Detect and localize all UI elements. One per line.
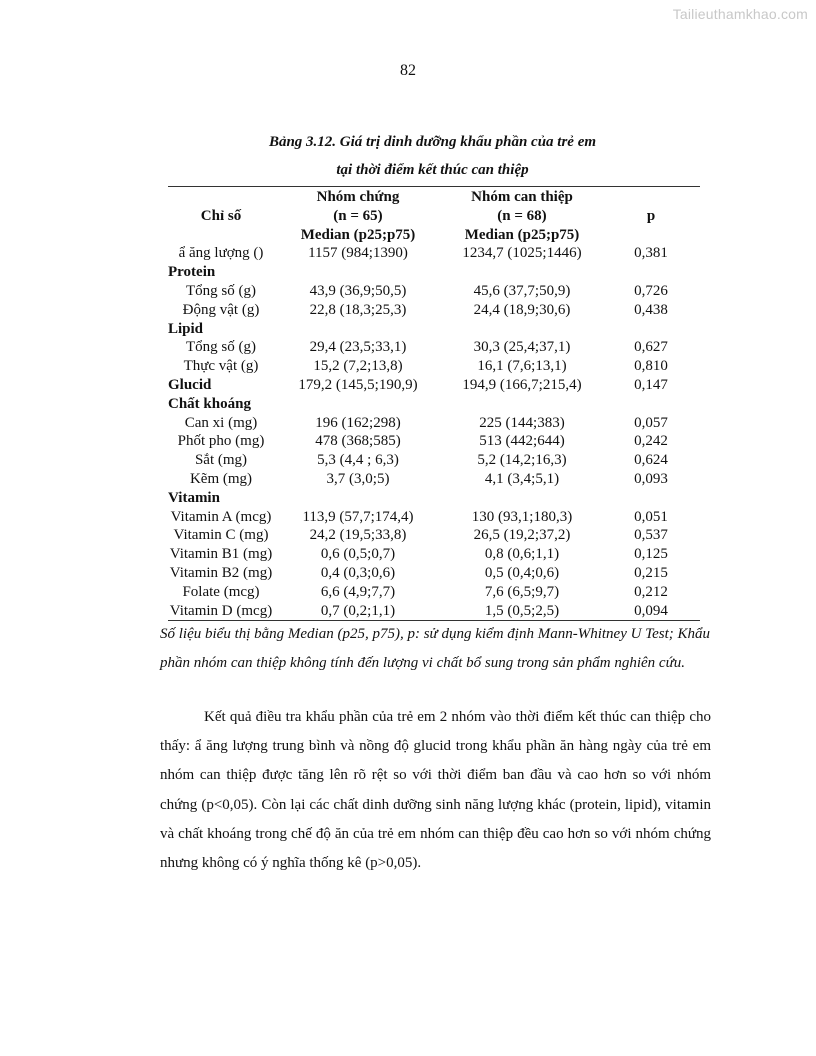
control-value: 22,8 (18,3;25,3)	[309, 301, 407, 318]
page-number: 82	[400, 62, 416, 79]
table-note: Số liệu biểu thị bằng Median (p25, p75), p: sử dụng kiểm định Mann-Whitney U Test; Khẩu phần nhóm can thiệp không tính đến lượng vi chất bổ sung trong sản phẩm nghiên cứu.	[160, 626, 711, 671]
header-control-stat: Median (p25;p75)	[300, 226, 416, 243]
intervention-value: 24,4 (18,9;30,6)	[473, 301, 571, 318]
row-label: Tổng số (g)	[186, 339, 256, 356]
p-value: 0,212	[634, 583, 668, 600]
p-value: 0,057	[634, 414, 668, 431]
table-row	[168, 357, 700, 376]
control-value: 6,6 (4,9;7,7)	[320, 583, 396, 600]
control-value: 0,7 (0,2;1,1)	[320, 602, 396, 619]
row-label: Tổng số (g)	[186, 282, 256, 299]
control-value: 0,4 (0,3;0,6)	[320, 564, 396, 581]
header-p-value: p	[646, 207, 656, 224]
header-intervention-name: Nhóm can thiệp	[471, 189, 573, 205]
table-subtitle: tại thời điểm kết thúc can thiệp	[336, 162, 529, 178]
row-label: Thực vật (g)	[183, 358, 259, 375]
table-group-row	[168, 395, 700, 414]
header-control-n: (n = 65)	[333, 207, 383, 224]
table-row	[168, 470, 700, 489]
group-label: Chất khoáng	[168, 395, 251, 412]
table-row	[168, 301, 700, 320]
group-label: Protein	[168, 264, 216, 281]
header-intervention-stat: Median (p25;p75)	[464, 226, 580, 243]
intervention-value: 0,8 (0,6;1,1)	[484, 546, 560, 563]
p-value: 0,051	[634, 508, 668, 525]
control-value: 478 (368;585)	[315, 433, 401, 450]
row-label: ẩ ăng lượng ()	[178, 245, 264, 262]
p-value: 0,215	[634, 564, 668, 581]
table-header-row	[168, 188, 700, 244]
intervention-value: 0,5 (0,4;0,6)	[484, 564, 560, 581]
p-value: 0,624	[634, 452, 668, 469]
intervention-value: 1234,7 (1025;1446)	[462, 245, 582, 262]
table-title: Bảng 3.12. Giá trị dinh dưỡng khẩu phần của trẻ em	[268, 134, 597, 150]
p-value: 0,094	[634, 602, 668, 619]
p-value: 0,627	[634, 339, 668, 356]
table-row	[168, 338, 700, 357]
intervention-value: 45,6 (37,7;50,9)	[473, 282, 571, 299]
control-value: 24,2 (19,5;33,8)	[309, 527, 407, 544]
p-value: 0,537	[634, 527, 668, 544]
intervention-value: 7,6 (6,5;9,7)	[484, 583, 560, 600]
header-control-group	[274, 188, 442, 244]
table-row	[168, 526, 700, 545]
group-label: Glucid	[168, 376, 212, 393]
table-group-row	[168, 489, 700, 508]
row-label: Động vật (g)	[182, 301, 260, 318]
nutrition-table	[168, 188, 700, 620]
control-value: 0,6 (0,5;0,7)	[320, 546, 396, 563]
p-value: 0,810	[634, 358, 668, 375]
intervention-value: 30,3 (25,4;37,1)	[473, 339, 571, 356]
intervention-value: 1,5 (0,5;2,5)	[484, 602, 560, 619]
intervention-value: 5,2 (14,2;16,3)	[477, 452, 567, 469]
p-value: 0,147	[634, 376, 668, 393]
table-row	[168, 376, 700, 395]
table-row	[168, 583, 700, 602]
table-row	[168, 564, 700, 583]
row-label: Kẽm (mg)	[189, 470, 253, 487]
control-value: 15,2 (7,2;13,8)	[313, 358, 403, 375]
watermark: Tailieuthamkhao.com	[672, 6, 808, 22]
intervention-value: 26,5 (19,2;37,2)	[473, 527, 571, 544]
table-row	[168, 414, 700, 433]
p-value: 0,381	[634, 245, 668, 262]
intervention-value: 225 (144;383)	[479, 414, 565, 431]
table-row	[168, 282, 700, 301]
intervention-value: 513 (442;644)	[479, 433, 565, 450]
header-intervention-group	[442, 188, 602, 244]
table-row	[168, 602, 700, 621]
row-label: Folate (mcg)	[182, 583, 260, 600]
p-value: 0,125	[634, 546, 668, 563]
control-value: 43,9 (36,9;50,5)	[309, 282, 407, 299]
row-label: Sắt (mg)	[194, 452, 248, 469]
table-row	[168, 508, 700, 527]
row-label: Vitamin A (mcg)	[170, 508, 272, 525]
row-label: Vitamin B1 (mg)	[169, 546, 273, 563]
table-group-row	[168, 320, 700, 339]
intervention-value: 130 (93,1;180,3)	[471, 508, 573, 525]
table-row	[168, 432, 700, 451]
table-top-rule	[168, 186, 700, 187]
header-intervention-n: (n = 68)	[497, 207, 547, 224]
p-value: 0,726	[634, 282, 668, 299]
control-value: 113,9 (57,7;174,4)	[302, 508, 414, 525]
row-label: Can xi (mg)	[184, 414, 258, 431]
table-row	[168, 451, 700, 470]
intervention-value: 16,1 (7,6;13,1)	[477, 358, 567, 375]
intervention-value: 4,1 (3,4;5,1)	[484, 470, 560, 487]
body-paragraph: Kết quả điều tra khẩu phần của trẻ em 2 nhóm vào thời điểm kết thúc can thiệp cho thấy: ẩ ăng lượng trung bình và nồng độ glucid trong khẩu phần ăn hàng ngày của trẻ em nhóm can thiệp được tăng lên rõ rệt so với thời điểm ban đầu và cao hơn so với nhóm chứng (p<0,05). Còn lại các chất dinh dưỡng sinh năng lượng khác (protein, lipid), vitamin và chất khoáng trong chế độ ăn của trẻ em nhóm can thiệp đều cao hơn so với nhóm chứng nhưng không có ý nghĩa thống kê (p>0,05).	[160, 709, 711, 872]
header-control-name: Nhóm chứng	[316, 189, 400, 205]
header-indicator: Chỉ số	[200, 207, 242, 224]
control-value: 5,3 (4,4 ; 6,3)	[317, 452, 399, 469]
control-value: 196 (162;298)	[315, 414, 401, 431]
p-value: 0,438	[634, 301, 668, 318]
group-label: Lipid	[168, 320, 204, 337]
row-label: Vitamin C (mg)	[173, 527, 269, 544]
table-row	[168, 545, 700, 564]
table-row	[168, 244, 700, 263]
row-label: Vitamin D (mcg)	[169, 602, 273, 619]
row-label: Phốt pho (mg)	[177, 433, 265, 450]
control-value: 1157 (984;1390)	[308, 245, 408, 262]
control-value: 3,7 (3,0;5)	[326, 470, 390, 487]
intervention-value: 194,9 (166,7;215,4)	[462, 376, 582, 393]
p-value: 0,242	[634, 433, 668, 450]
control-value: 29,4 (23,5;33,1)	[309, 339, 407, 356]
group-label: Vitamin	[168, 489, 220, 506]
control-value: 179,2 (145,5;190,9)	[298, 376, 418, 393]
p-value: 0,093	[634, 470, 668, 487]
table-group-row	[168, 263, 700, 282]
row-label: Vitamin B2 (mg)	[169, 564, 273, 581]
